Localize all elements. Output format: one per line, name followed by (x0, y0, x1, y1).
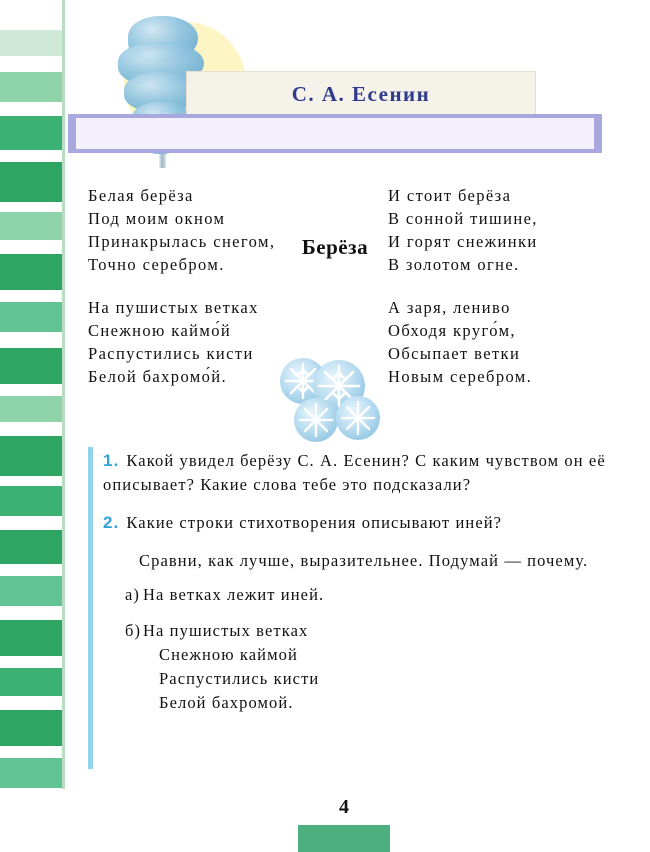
questions-block (103, 449, 611, 717)
poem-line: А заря, лениво (388, 298, 511, 317)
poem-line: И горят снежинки (388, 232, 538, 251)
poem-line: Под моим окном (88, 209, 226, 228)
poem-line: И стоит берёза (388, 186, 512, 205)
list-item (103, 583, 611, 607)
variant-line: Белой бахромой. (159, 693, 294, 712)
author-plate (186, 71, 536, 117)
question-number: 1. (103, 451, 120, 470)
variant-line: Снежною каймой (159, 645, 298, 664)
compare-paragraph: Сравни, как лучше, выразительнее. Подумай — почему. (139, 551, 589, 570)
variant-line: Распустились кисти (159, 669, 320, 688)
poem-line: Распустились кисти (88, 344, 254, 363)
question-item (103, 511, 611, 535)
question-text: Какие строки стихотворения описывают иней? (126, 513, 503, 532)
poem-column-right (388, 184, 650, 408)
poem-line: Принакрылась снегом, (88, 232, 276, 251)
question-text: Какой увидел берёзу С. А. Есенин? С каким чувством он её описывает? Какие слова тебе это подсказали? (103, 451, 606, 494)
snowflake-icon (294, 398, 338, 442)
questions-accent-rule (88, 447, 93, 769)
variant-label: а) (125, 585, 141, 604)
list-item (103, 619, 611, 715)
question-number: 2. (103, 513, 120, 532)
decorative-stripe-column (0, 0, 62, 852)
poem-line: Обходя круго́м, (388, 321, 516, 340)
poem-line: В золотом огне. (388, 255, 520, 274)
poem-line: В сонной тишине, (388, 209, 538, 228)
poem-stanza (388, 296, 650, 388)
poem-line: Точно серебром. (88, 255, 225, 274)
page-number: 4 (298, 789, 390, 825)
variant-list (103, 583, 611, 715)
variant-lines (143, 619, 319, 715)
variant-lines (143, 583, 324, 607)
question-item (103, 449, 611, 497)
variant-line: На пушистых ветках (143, 621, 309, 640)
variant-line: На ветках лежит иней. (143, 585, 325, 604)
variant-label: б) (125, 621, 142, 640)
snowflake-cluster-icon (280, 358, 398, 446)
poem-stanza (388, 184, 650, 276)
page-title: Берёза (301, 235, 369, 259)
poem-stanza (88, 184, 378, 276)
poem-line: Новым серебром. (388, 367, 533, 386)
poem-line: Снежною каймо́й (88, 321, 232, 340)
snowflake-icon (336, 396, 380, 440)
poem-line: Белой бахромо́й. (88, 367, 228, 386)
poem-line: Белая берёза (88, 186, 194, 205)
poem-line: На пушистых ветках (88, 298, 259, 317)
page-author: С. А. Есенин (291, 82, 431, 106)
poem-line: Обсыпает ветки (388, 344, 521, 363)
